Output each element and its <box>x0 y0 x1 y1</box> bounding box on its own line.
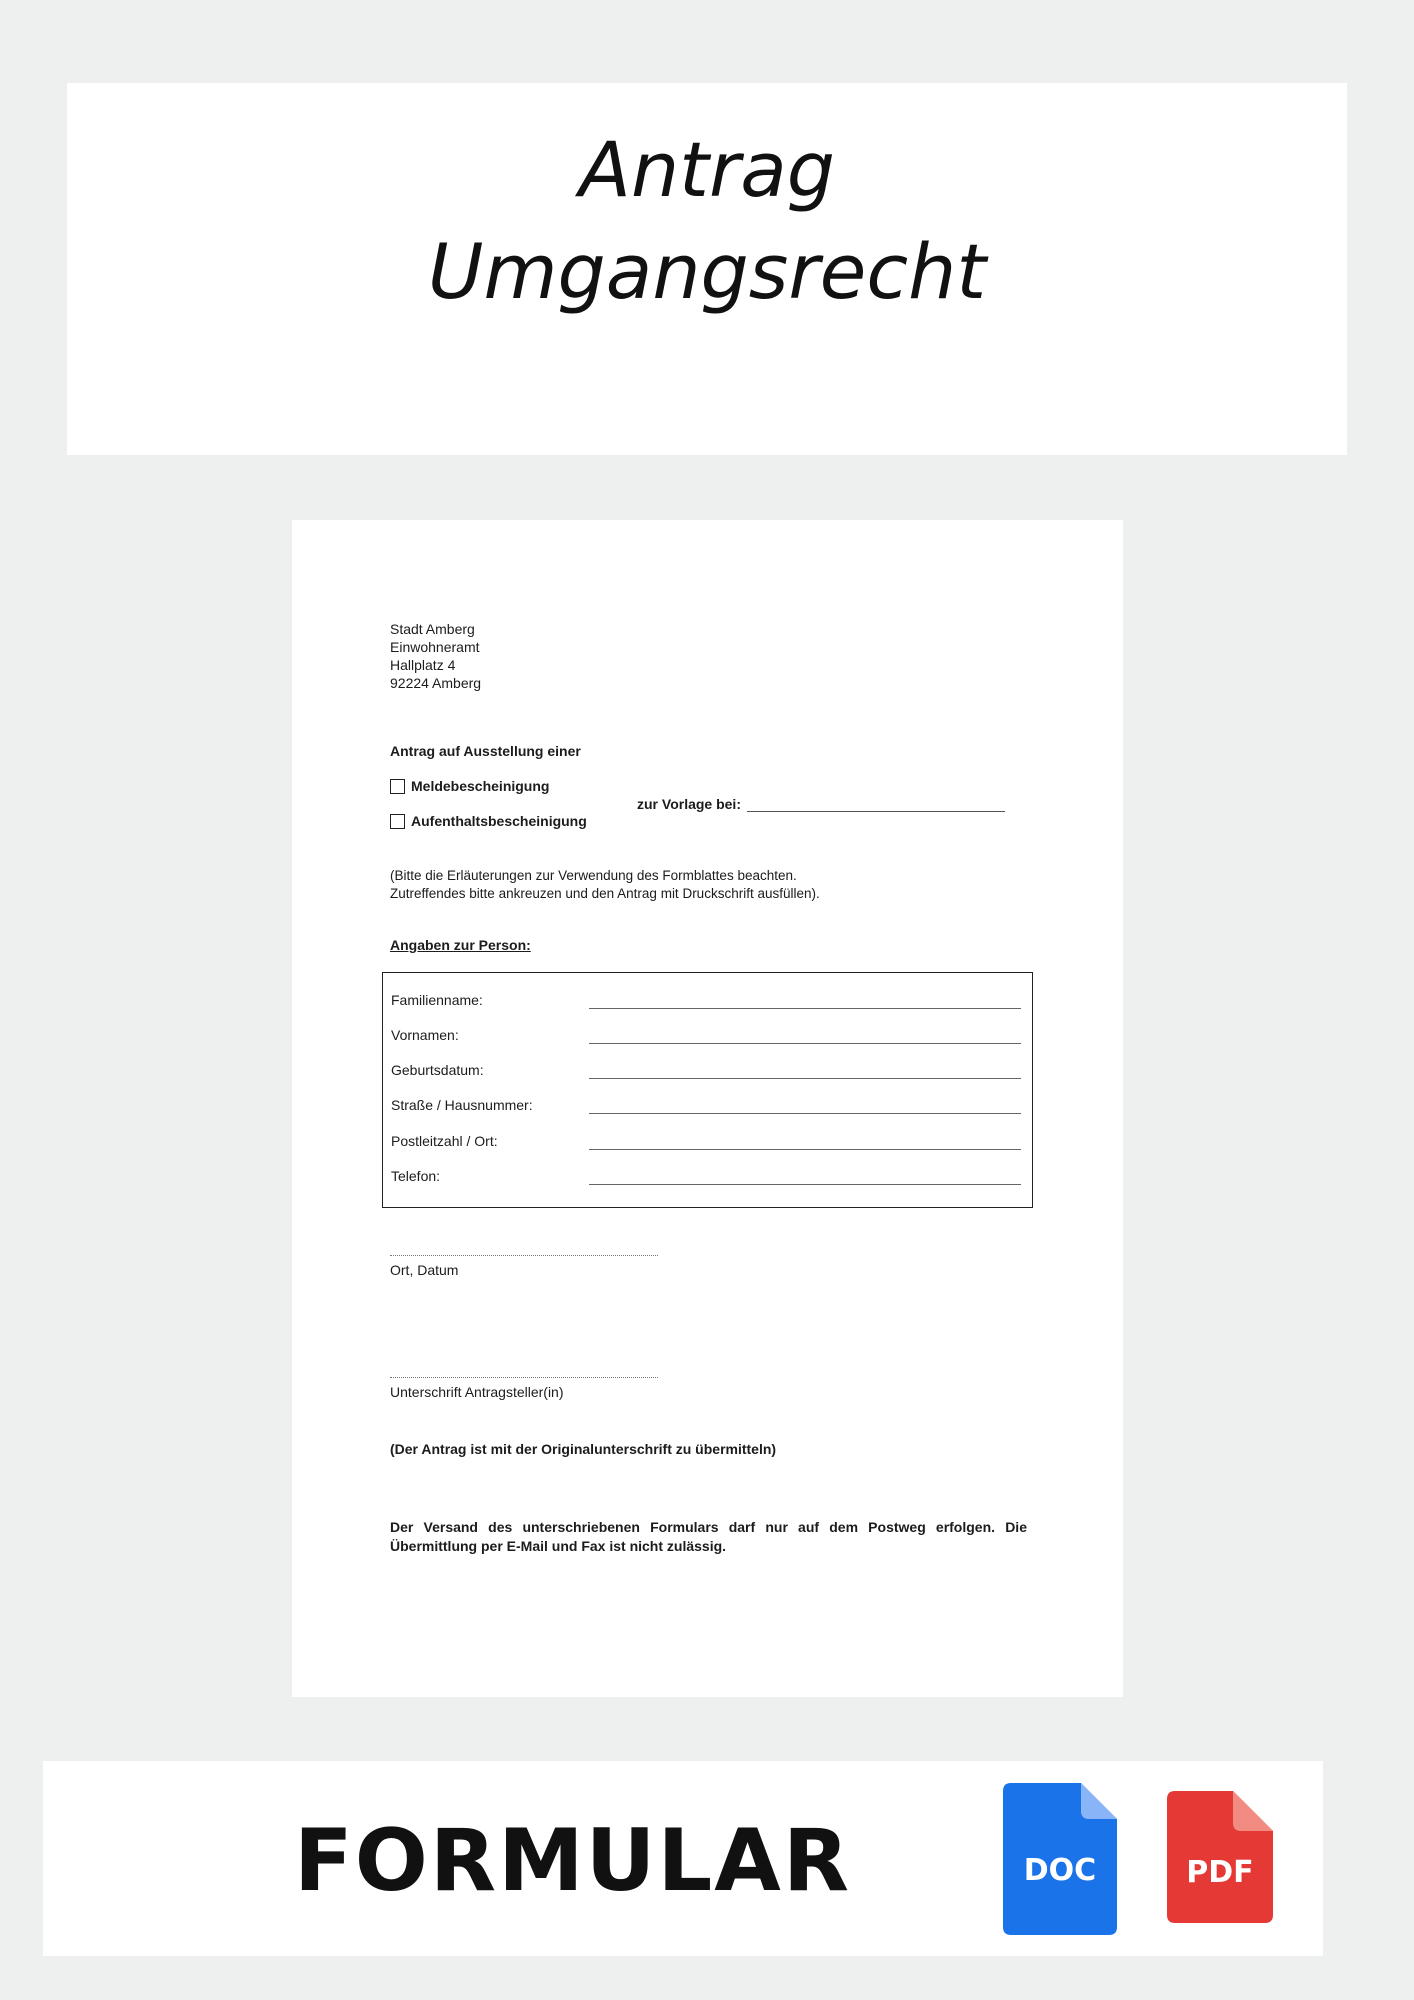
doc-icon-text: DOC <box>1023 1853 1097 1888</box>
field-label: Vornamen: <box>391 1027 459 1043</box>
field-input-line[interactable] <box>589 1078 1021 1079</box>
person-row-postleitzahl <box>391 1133 1021 1153</box>
person-row-telefon <box>391 1168 1021 1188</box>
address-line: Einwohneramt <box>390 639 480 655</box>
field-input-line[interactable] <box>589 1149 1021 1150</box>
footer-card <box>43 1761 1323 1956</box>
field-input-line[interactable] <box>589 1043 1021 1044</box>
hint-line: Zutreffendes bitte ankreuzen und den Antrag mit Druckschrift ausfüllen). <box>390 886 820 901</box>
checkbox-aufenthaltsbescheinigung[interactable] <box>390 814 405 829</box>
option-label: Meldebescheinigung <box>411 778 550 794</box>
person-row-familienname <box>391 992 1021 1012</box>
person-row-strasse <box>391 1097 1021 1117</box>
option-meldebescheinigung <box>390 778 549 794</box>
request-title: Antrag auf Ausstellung einer <box>390 743 581 759</box>
doc-file-icon[interactable] <box>1003 1783 1117 1935</box>
option-aufenthaltsbescheinigung <box>390 813 587 829</box>
vorlage-label: zur Vorlage bei: <box>637 796 741 812</box>
field-input-line[interactable] <box>589 1008 1021 1009</box>
field-label: Telefon: <box>391 1168 441 1184</box>
field-label: Postleitzahl / Ort: <box>391 1133 498 1149</box>
person-details-box <box>382 972 1033 1208</box>
person-row-vornamen <box>391 1027 1021 1047</box>
signature-label: Unterschrift Antragsteller(in) <box>390 1384 564 1400</box>
form-preview-page <box>292 520 1123 1697</box>
address-line: Hallplatz 4 <box>390 657 456 673</box>
vorlage-field <box>637 796 1005 812</box>
authority-address <box>390 620 481 692</box>
field-input-line[interactable] <box>589 1184 1021 1185</box>
checkbox-meldebescheinigung[interactable] <box>390 779 405 794</box>
field-label: Straße / Hausnummer: <box>391 1097 533 1113</box>
signature-line[interactable] <box>390 1377 658 1378</box>
address-line: 92224 Amberg <box>390 675 482 691</box>
title-line-1: Antrag <box>578 125 836 214</box>
title-line-2: Umgangsrecht <box>427 227 987 316</box>
vorlage-input-line[interactable] <box>747 798 1005 812</box>
pdf-file-icon[interactable] <box>1167 1791 1273 1923</box>
shipping-notice: Der Versand des unterschriebenen Formulars darf nur auf dem Postweg erfolgen. Die Übermittlung per E-Mail und Fax ist nicht zulässig. <box>390 1519 1027 1554</box>
person-section-heading: Angaben zur Person: <box>390 937 531 953</box>
original-signature-note: (Der Antrag ist mit der Originalunterschrift zu übermitteln) <box>390 1441 777 1457</box>
place-date-line[interactable] <box>390 1255 658 1256</box>
instructions-text <box>390 867 820 903</box>
pdf-icon-text: PDF <box>1186 1855 1254 1890</box>
place-date-label: Ort, Datum <box>390 1262 459 1278</box>
title-card <box>67 83 1347 455</box>
person-row-geburtsdatum <box>391 1062 1021 1082</box>
field-label: Geburtsdatum: <box>391 1062 484 1078</box>
field-input-line[interactable] <box>589 1113 1021 1114</box>
formular-label: FORMULAR <box>294 1811 852 1911</box>
address-line: Stadt Amberg <box>390 621 475 637</box>
field-label: Familienname: <box>391 992 483 1008</box>
option-label: Aufenthaltsbescheinigung <box>411 813 587 829</box>
hint-line: (Bitte die Erläuterungen zur Verwendung des Formblattes beachten. <box>390 868 797 883</box>
